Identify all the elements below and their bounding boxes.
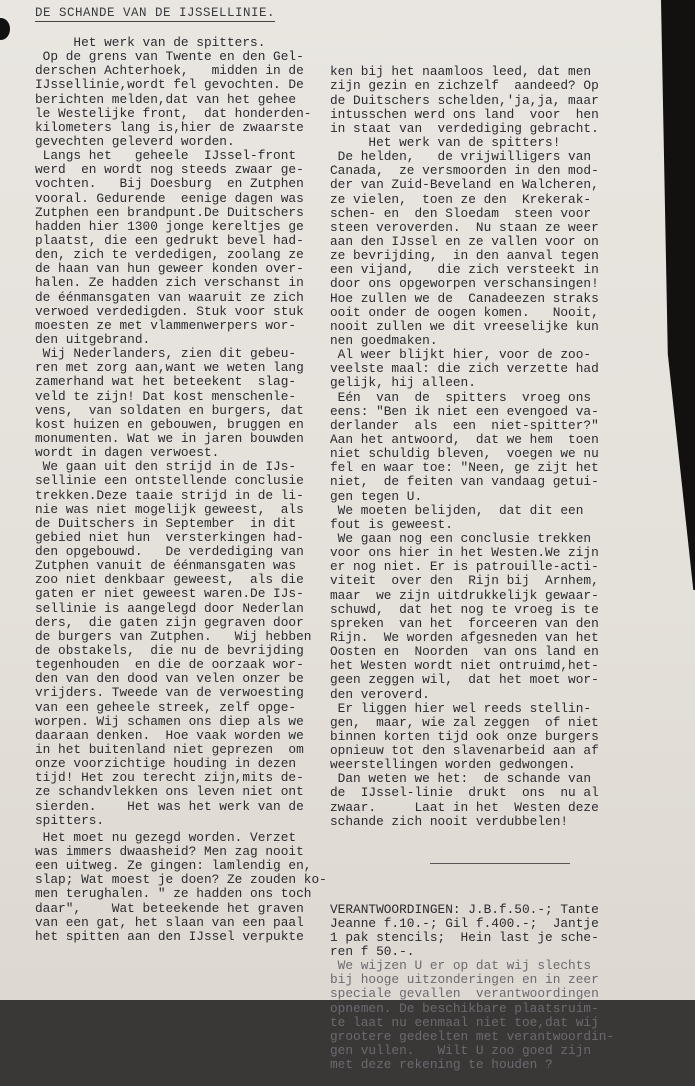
article-continuation — [330, 65, 614, 829]
text-line: de obstakels, die nu de bevrijding — [35, 643, 304, 659]
text-line: de Duitschers in September in dit — [35, 515, 297, 531]
section-divider — [430, 863, 570, 864]
text-line: opnieuw tot den slavenarbeid aan af — [330, 743, 599, 759]
text-line: sierden. Het was het werk van de — [35, 798, 304, 814]
text-line: de Duitschers schelden,'ja,ja, maar — [330, 92, 599, 108]
text-line: Jeanne f.10.-; Gil f.400.-; Jantje — [330, 915, 599, 931]
text-line: niet schuldig bleven, voegen we nu — [330, 446, 599, 462]
text-line: opnemen. De beschikbare plaatsruim- — [330, 1000, 599, 1016]
text-line: Op de grens van Twente en den Gel- — [35, 49, 304, 65]
text-line: nen goedmaken. — [330, 332, 438, 348]
text-line: vooral. Gedurende eenige dagen was — [35, 190, 304, 206]
text-line: We gaan uit den strijd in de IJs- — [35, 459, 297, 475]
text-line: Hoe zullen we de Canadeezen straks — [330, 290, 599, 306]
text-line: spitters. — [35, 812, 105, 828]
text-line: met deze rekening te houden ? — [330, 1057, 553, 1073]
text-line: Er liggen hier wel reeds stellin- — [330, 700, 592, 716]
text-line: kilometers lang is,hier de zwaarste — [35, 119, 304, 135]
text-line: ooit onder de oogen komen. Nooit, — [330, 304, 599, 320]
text-line: gelijk, hij alleen. — [330, 375, 476, 391]
text-line: zijn gezin en zichzelf aandeed? Op — [330, 78, 599, 94]
text-line: den uitgebrand. — [35, 331, 151, 347]
text-line: Rijn. We worden afgesneden van het — [330, 629, 599, 645]
text-line: kost huizen en gebouwen, bruggen en — [35, 416, 304, 432]
text-line: ze schandvlekken ons leven niet ont — [35, 784, 304, 800]
text-line: monumenten. Wat we in jaren bouwden — [35, 430, 304, 446]
text-line: schande zich nooit verdubbelen! — [330, 813, 569, 829]
text-line: veld te zijn! Dat kost menschenle- — [35, 388, 297, 404]
text-line: Het werk van de spitters. — [35, 35, 266, 50]
text-line: derlander als een niet-spitter?" — [330, 417, 599, 433]
text-line: De helden, de vrijwilligers van — [330, 149, 592, 165]
text-line: Het moet nu gezegd worden. Verzet — [35, 829, 297, 845]
text-line: den van den dood van velen onzer be — [35, 671, 304, 687]
text-line: trekken.Deze taaie strijd in de li- — [35, 487, 304, 503]
text-line: gen, maar, wie zal zeggen of niet — [330, 714, 599, 730]
text-line: fel en waar toe: "Neen, ge zijt het — [330, 460, 599, 476]
text-line: berichten melden,dat van het gehee — [35, 91, 297, 107]
text-line: den opgebouwd. De verdediging van — [35, 544, 304, 560]
text-line: vens, van soldaten en burgers, dat — [35, 402, 304, 418]
text-line: intusschen werd ons land voor hen — [330, 106, 599, 122]
text-line: weerstellingen worden gedwongen. — [330, 757, 576, 773]
text-line: Oosten en Noorden van ons land en — [330, 644, 599, 660]
text-line: niet, de feiten van vandaag getui- — [330, 474, 599, 490]
text-line: men terughalen. " ze hadden ons toch — [35, 886, 312, 902]
text-line: derschen Achterhoek, midden in de — [35, 63, 304, 79]
text-line: ren met zorg aan,want we weten lang — [35, 360, 304, 376]
text-line: fout is geweest. — [330, 516, 453, 532]
text-line: was immers dwaasheid? Men zag nooit — [35, 844, 304, 860]
text-line: gevechten geleverd worden. — [35, 133, 235, 149]
text-line: speciale gevallen verantwoordingen — [330, 986, 599, 1002]
text-line: le Westelijke front, dat honderden- — [35, 105, 312, 121]
text-line: in staat van verdediging gebracht. — [330, 120, 599, 136]
article-title: DE SCHANDE VAN DE IJSSELLINIE. — [35, 6, 276, 20]
text-line: de éénmansgaten van waaruit ze zich — [35, 289, 304, 305]
text-line: We gaan nog een conclusie trekken — [330, 530, 592, 546]
text-line: door ons opgeworpen verschansingen! — [330, 276, 599, 292]
text-line: slap; Wat moest je doen? Ze zouden ko- — [35, 872, 327, 888]
text-line: het spitten aan den IJssel verpukte — [35, 928, 304, 944]
text-line: vrijders. Tweede van de verwoesting — [35, 685, 304, 701]
text-line: vochten. Bij Doesburg en Zutphen — [35, 176, 304, 192]
text-line: der van Zuid-Beveland en Walcheren, — [330, 177, 599, 193]
text-line: de haan van hun geweer konden over- — [35, 261, 304, 277]
text-line: van een gat, het slaan van een paal — [35, 914, 304, 930]
text-line: geen zeggen wil, dat het moet wor- — [330, 672, 599, 688]
text-line: ders, die gaten zijn gegraven door — [35, 614, 304, 630]
text-line: Wij Nederlanders, zien dit gebeu- — [35, 346, 297, 362]
text-line: aan den IJssel en ze vallen voor on — [330, 234, 599, 249]
text-line: er nog niet. Er is patrouille-acti- — [330, 559, 599, 575]
text-line: de burgers van Zutphen. Wij hebben — [35, 628, 312, 644]
text-line: ren f 50.-. — [330, 943, 415, 959]
text-line: wordt in dagen verwoest. — [35, 445, 220, 461]
text-line: werd en wordt nog steeds zwaar ge- — [35, 162, 304, 178]
text-line: zwaar. Laat in het Westen deze — [330, 799, 599, 815]
text-line: schen- en den Sloedam steen voor — [330, 205, 592, 221]
text-line: zamerhand wat het beteekent slag- — [35, 374, 297, 390]
accounts-section — [330, 903, 614, 1073]
text-line: Al weer blijkt hier, voor de zoo- — [330, 347, 592, 363]
text-line: ze bevrijding, in den aanval tegen — [330, 248, 599, 264]
text-line: grootere gedeelten met verantwoordin- — [330, 1028, 615, 1044]
text-line: nooit zullen we dit vreeselijke kun — [330, 318, 599, 334]
text-line: gaten er niet geweest waren.De IJs- — [35, 586, 304, 602]
text-line: Eén van de spitters vroeg ons — [330, 389, 592, 405]
text-line: We moeten belijden, dat dit een — [330, 502, 584, 518]
text-line: We wijzen U er op dat wij slechts — [330, 958, 592, 974]
text-line: tegenhouden en die de oorzaak wor- — [35, 657, 304, 673]
right-text-column — [330, 37, 614, 1086]
text-line: de IJssel-linie drukt ons nu al — [330, 785, 599, 801]
text-line: eens: "Ben ik niet een evengoed va- — [330, 403, 599, 419]
text-line: verwoed verdedigden. Stuk voor stuk — [35, 303, 304, 319]
text-line: plaatst, die een gedrukt bevel had- — [35, 232, 304, 248]
text-line: gen tegen U. — [330, 488, 423, 504]
text-line: daar", Wat beteekende het graven — [35, 900, 304, 916]
text-line: binnen korten tijd ook onze burgers — [330, 728, 599, 744]
text-line: Langs het geheele IJssel-front — [35, 148, 297, 164]
text-line: den, zich te verdedigen, zoolang ze — [35, 247, 304, 263]
text-line: 1 pak stencils; Hein last je sche- — [330, 929, 599, 945]
text-line: bij hooge uitzonderingen en in zeer — [330, 972, 599, 988]
text-line: onze voorzichtige houding in dezen — [35, 756, 297, 772]
left-text-column — [35, 36, 327, 944]
text-line: hadden hier 1300 jonge kereltjes ge — [35, 218, 304, 234]
text-line: een uitweg. Ze gingen: lamlendig en, — [35, 858, 312, 874]
text-line: te laat nu eenmaal niet toe,dat wij — [330, 1014, 599, 1030]
text-line: van een geheele streek, zelf opge- — [35, 699, 297, 715]
text-line: ken bij het naamloos leed, dat men — [330, 64, 592, 80]
text-line: IJssellinie,wordt fel gevochten. De — [35, 77, 304, 93]
text-line: Dan weten we het: de schande van — [330, 771, 592, 787]
text-line: Canada, ze versmoorden in den mod- — [330, 163, 599, 179]
text-line: moesten ze met vlammenwerpers wor- — [35, 317, 297, 333]
text-line: tijd! Het zou terecht zijn,mits de- — [35, 770, 304, 786]
text-line: Aan het antwoord, dat we hem toen — [330, 431, 599, 447]
text-line: sellinie een ontstellende conclusie — [35, 473, 304, 489]
text-line: worpen. Wij schamen ons diep als we — [35, 713, 304, 729]
text-line: daaraan denken. Hoe vaak worden we — [35, 727, 304, 743]
text-line: Zutphen vanuit de éénmansgaten was — [35, 558, 297, 574]
text-line: gebied niet hun versterkingen had- — [35, 529, 304, 545]
text-line: gen vullen. Wilt U zoo goed zijn — [330, 1042, 592, 1058]
text-line: viteit over den Rijn bij Arnhem, — [330, 573, 599, 589]
text-line: steen veroverden. Nu staan ze weer — [330, 219, 599, 235]
text-line: Zutphen een brandpunt.De Duitschers — [35, 204, 304, 220]
text-line: sellinie is aangelegd door Nederlan — [35, 600, 304, 616]
text-line: schuwd, dat het nog te vroeg is te — [330, 601, 599, 617]
text-line: maar we zijn uitdrukkelijk gewaar- — [330, 587, 599, 603]
text-line: nie was niet mogelijk geweest, als — [35, 501, 304, 517]
text-line: spreken van het forceeren van den — [330, 615, 599, 631]
text-line: in het buitenland niet geprezen om — [35, 742, 304, 758]
text-line: veelste maal: die zich verzette had — [330, 361, 599, 377]
text-line: ze vielen, toen ze den Krekerak- — [330, 191, 592, 207]
text-line: Het werk van de spitters! — [330, 135, 561, 151]
text-line: voor ons hier in het Westen.We zijn — [330, 545, 599, 561]
text-line: zoo niet denkbaar geweest, als die — [35, 572, 304, 588]
text-line: halen. Ze hadden zich verschanst in — [35, 275, 304, 291]
text-line: het Westen wordt niet ontruimd,het- — [330, 658, 599, 674]
text-line: VERANTWOORDINGEN: J.B.f.50.-; Tante — [330, 901, 599, 917]
text-line: den veroverd. — [330, 686, 430, 702]
text-line: een vijand, die zich versteekt in — [330, 262, 599, 278]
